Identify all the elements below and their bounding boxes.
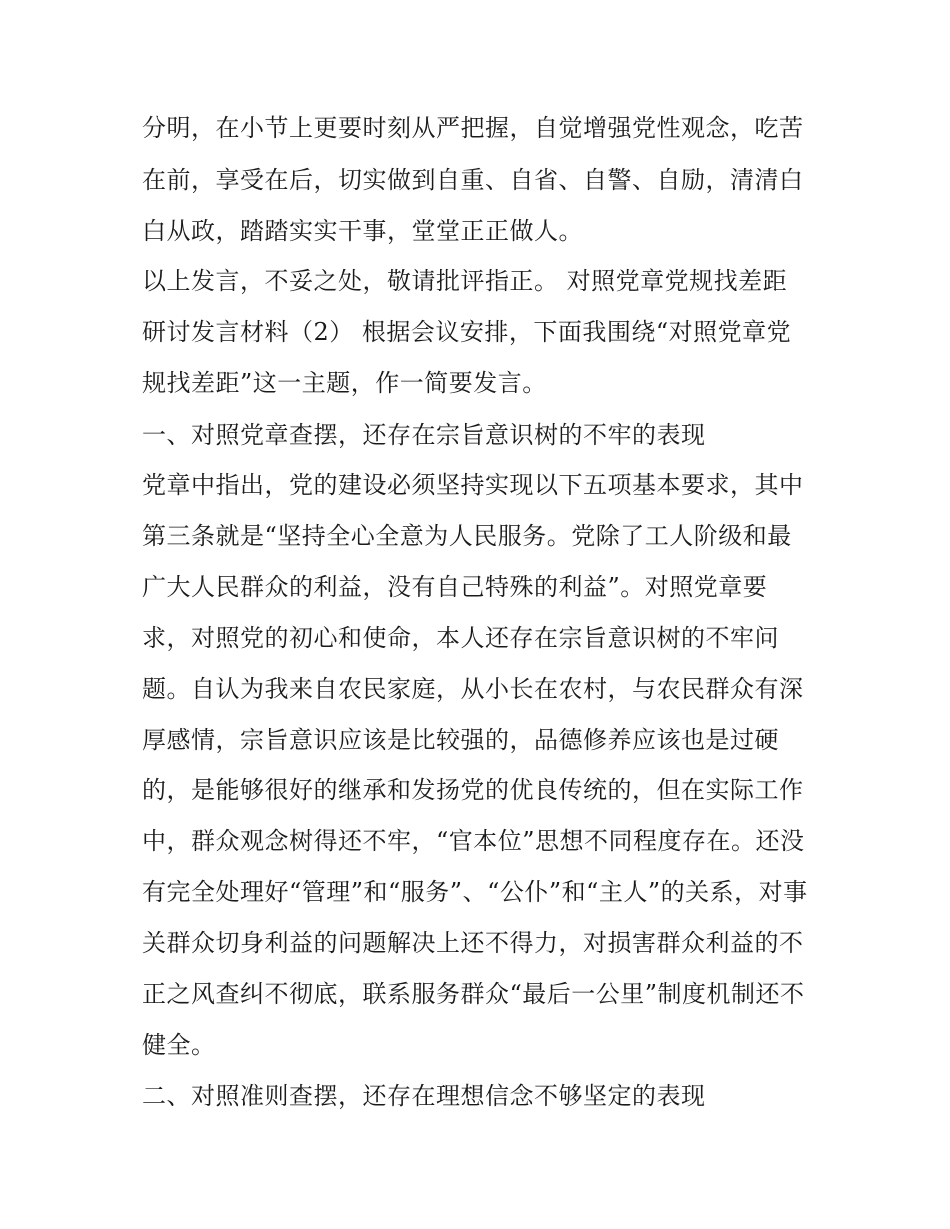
section-heading: 二、对照准则查摆，还存在理想信念不够坚定的表现 (142, 1082, 706, 1110)
text-line: 厚感情，宗旨意识应该是比较强的，品德修养应该也是过硬 (142, 726, 779, 754)
text-line: 求，对照党的初心和使命，本人还存在宗旨意识树的不牢问 (142, 624, 779, 652)
text-line: 在前，享受在后，切实做到自重、自省、自警、自励，清清白 (142, 166, 804, 194)
section-heading: 一、对照党章查摆，还存在宗旨意识树的不牢的表现 (142, 421, 706, 449)
text-line: 有完全处理好“管理”和“服务”、“公仆”和“主人”的关系，对事 (142, 878, 808, 906)
text-line: 广大人民群众的利益，没有自己特殊的利益”。对照党章要 (142, 573, 768, 601)
text-line: 健全。 (142, 1031, 216, 1059)
text-line: 分明，在小节上更要时刻从严把握，自觉增强党性观念，吃苦 (142, 114, 804, 142)
text-line: 正之风查纠不彻底，联系服务群众“最后一公里”制度机制还不 (142, 980, 805, 1008)
text-line: 的，是能够很好的继承和发扬党的优良传统的，但在实际工作 (142, 776, 804, 804)
text-line: 研讨发言材料（2） 根据会议安排，下面我围绕“对照党章党 (142, 318, 792, 346)
text-line: 白从政，踏踏实实干事，堂堂正正做人。 (142, 217, 583, 245)
text-line: 以上发言，不妥之处，敬请批评指正。 对照党章党规找差距 (142, 267, 788, 295)
text-line: 第三条就是“坚持全心全意为人民服务。党除了工人阶级和最 (142, 522, 792, 550)
text-line: 党章中指出，党的建设必须坚持实现以下五项基本要求，其中 (142, 471, 804, 499)
text-line: 规找差距”这一主题，作一简要发言。 (142, 369, 547, 397)
text-line: 关群众切身利益的问题解决上还不得力，对损害群众利益的不 (142, 929, 804, 957)
text-line: 中，群众观念树得还不牢，“官本位”思想不同程度存在。还没 (142, 827, 805, 855)
text-line: 题。自认为我来自农民家庭，从小长在农村，与农民群众有深 (142, 675, 804, 703)
